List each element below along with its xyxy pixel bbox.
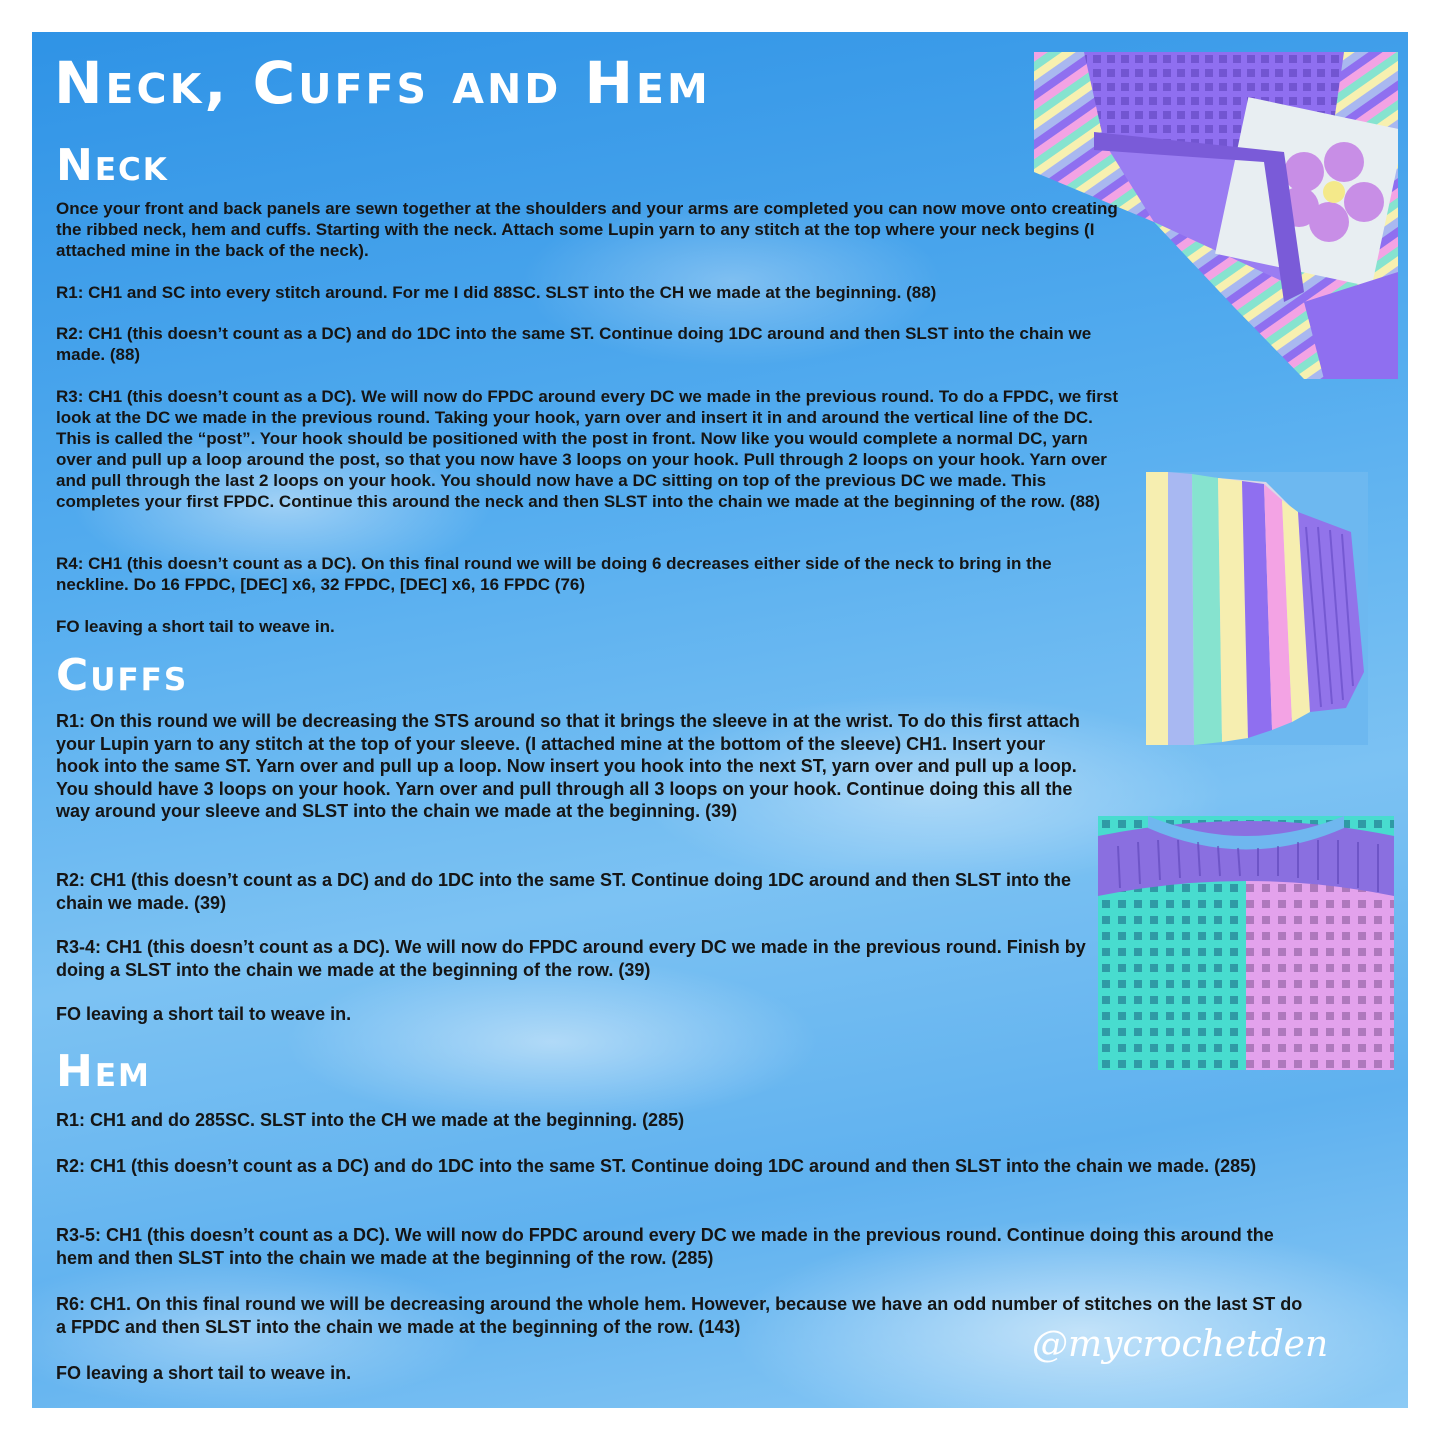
- page-title: Neck, Cuffs and Hem: [54, 49, 711, 117]
- neck-r4-paragraph: R4: CH1 (this doesn’t count as a DC). On this final round we will be doing 6 decreases either side of the neck to bring in the neckline. Do 16 FPDC, [DEC] x6, 32 FPDC, [DEC] x6, 16 FPDC (76): [56, 554, 1052, 594]
- pattern-sheet: [32, 32, 1408, 1408]
- cuffs-fo-paragraph: FO leaving a short tail to weave in.: [56, 1004, 352, 1024]
- hem-r2-paragraph: R2: CH1 (this doesn’t count as a DC) and do 1DC into the same ST. Continue doing 1DC around and then SLST into the chain we made. (285): [56, 1156, 1257, 1176]
- neck-r2-paragraph: R2: CH1 (this doesn’t count as a DC) and do 1DC into the same ST. Continue doing 1DC around and then SLST into the chain we made. (88): [56, 324, 1092, 364]
- cuffs-r3-4-paragraph: R3-4: CH1 (this doesn’t count as a DC). We will now do FPDC around every DC we made in the previous round. Finish by doing a SLST into the chain we made at the beginning of the row. (39): [56, 937, 1086, 980]
- hem-fo-paragraph: FO leaving a short tail to weave in.: [56, 1363, 352, 1383]
- sleeve-photo: [1146, 472, 1368, 745]
- creator-handle: @mycrochetden: [1032, 1324, 1329, 1365]
- section-heading-neck: Neck: [56, 140, 169, 191]
- section-heading-hem: Hem: [56, 1046, 151, 1097]
- section-heading-cuffs: Cuffs: [56, 650, 189, 701]
- cuffs-r2-paragraph: R2: CH1 (this doesn’t count as a DC) and do 1DC into the same ST. Continue doing 1DC around and then SLST into the chain we made. (39): [56, 870, 1072, 913]
- neckline-photo: [1098, 816, 1394, 1070]
- neck-r3-paragraph: R3: CH1 (this doesn’t count as a DC). We will now do FPDC around every DC we made in the previous round. To do a FPDC, we first look at the DC we made in the previous round. Taking your hook, yarn over and insert it in and around the vertical line of the DC. This is called the “post”. Your hook should be positioned with the post in front. Now like you would complete a normal DC, yarn over and pull up a loop around the post, so that you now have 3 loops on your hook. Pull through 2 loops on your hook. Yarn over and pull through the last 2 loops on your hook. You should now have a DC sitting on top of the previous DC we made. This completes your first FPDC. Continue this around the neck and then SLST into the chain we made at the beginning of the row. (88): [56, 387, 1118, 511]
- neck-r1-paragraph: R1: CH1 and SC into every stitch around. For me I did 88SC. SLST into the CH we made at the beginning. (88): [56, 283, 937, 302]
- neck-fo-paragraph: FO leaving a short tail to weave in.: [56, 617, 335, 636]
- hem-r6-paragraph: R6: CH1. On this final round we will be decreasing around the whole hem. However, because we have an odd number of stitches on the last ST do a FPDC and then SLST into the chain we made at the beginning of the row. (143): [56, 1294, 1303, 1337]
- hem-r3-5-paragraph: R3-5: CH1 (this doesn’t count as a DC). We will now do FPDC around every DC we made in the previous round. Continue doing this around the hem and then SLST into the chain we made at the beginning of the row. (285): [56, 1225, 1274, 1268]
- neck-intro-paragraph: Once your front and back panels are sewn together at the shoulders and your arms are completed you can now move onto creating the ribbed neck, hem and cuffs. Starting with the neck. Attach some Lupin yarn to any stitch at the top where your neck begins (I attached mine in the back of the neck).: [56, 199, 1118, 260]
- hem-r1-paragraph: R1: CH1 and do 285SC. SLST into the CH we made at the beginning. (285): [56, 1110, 685, 1130]
- cuffs-r1-paragraph: R1: On this round we will be decreasing the STS around so that it brings the sleeve in at the wrist. To do this first attach your Lupin yarn to any stitch at the top of your sleeve. (I attached mine at the bottom of the sleeve) CH1. Insert your hook into the same ST. Yarn over and pull up a loop. Now insert you hook into the next ST, yarn over and pull up a loop. You should have 3 loops on your hook. Yarn over and pull through all 3 loops on your hook. Continue doing this all the way around your sleeve and SLST into the chain we made at the beginning. (39): [56, 711, 1080, 821]
